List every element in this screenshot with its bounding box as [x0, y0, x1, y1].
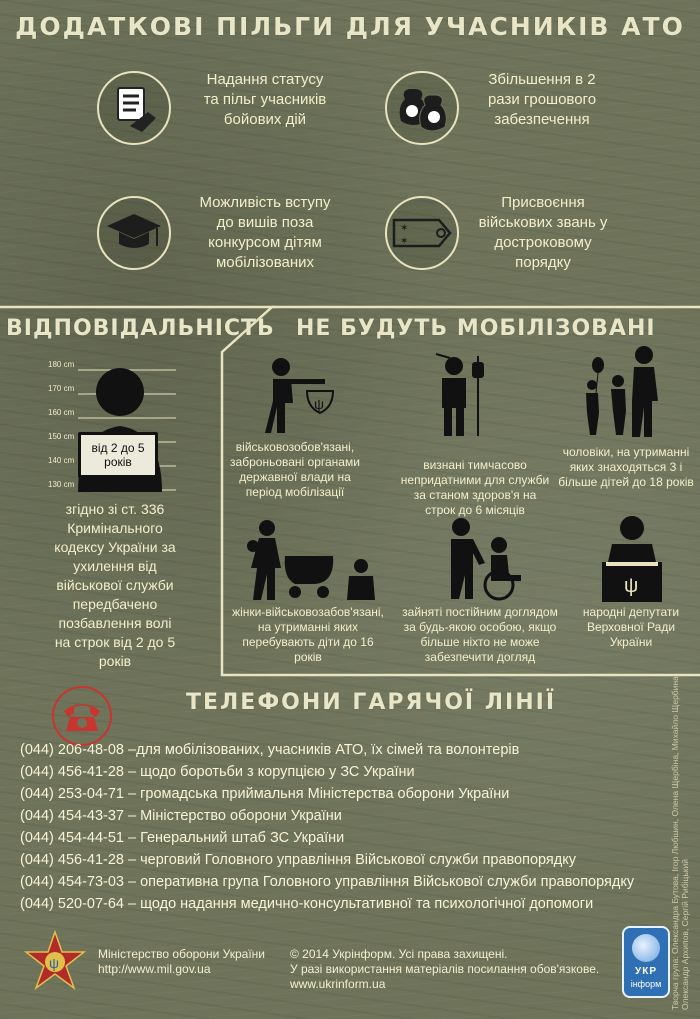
not-mobilized-text-1: військовозобов'язані, заброньовані органами державної влади на період мобілізації [230, 440, 360, 499]
soldier-rifle-icon [255, 355, 345, 435]
svg-text:✶: ✶ [400, 236, 409, 247]
hotline-heading: ТЕЛЕФОНИ ГАРЯЧОЇ ЛІНІЇ [186, 690, 557, 715]
patient-drip-icon [432, 352, 492, 436]
copyright: © 2014 Укрінформ. Усі права захищені. [290, 947, 508, 961]
wheelchair-caregiver-icon [443, 517, 523, 601]
logo-globe-icon [632, 934, 660, 962]
responsibility-heading: ВІДПОВІДАЛЬНІСТЬ [6, 316, 275, 341]
ministry-url[interactable]: http://www.mil.gov.ua [98, 962, 211, 976]
telephone-icon [62, 699, 102, 733]
ministry-name: Міністерство оборони України [98, 947, 265, 961]
svg-text:ψ: ψ [624, 575, 639, 597]
benefit-text-4: Присвоєння військових звань у достроковому порядку [478, 194, 608, 271]
phone-line-1[interactable]: (044) 206-48-08 –для мобілізованих, учасників АТО, їх сімей та волонтерів [20, 742, 520, 758]
height-mark-150: 150 cm [48, 432, 75, 441]
phone-icon-circle [52, 686, 112, 746]
sign-text: від 2 до 5 років [91, 441, 145, 469]
phone-line-4[interactable]: (044) 454-43-37 – Міністерство оборони України [20, 808, 342, 824]
height-chart [48, 360, 176, 492]
not-mobilized-text-6: народні депутати Верховної Ради України [582, 605, 680, 649]
phone-line-3[interactable]: (044) 253-04-71 – громадська приймальня Міністерства оборони України [20, 786, 510, 802]
speaker-podium-icon [592, 512, 672, 602]
not-mobilized-text-3: чоловіки, на утриманні яких знаходяться 3 і більше дітей до 18 років [558, 445, 694, 489]
ukrinform-url[interactable]: www.ukrinform.ua [290, 977, 386, 991]
height-mark-130: 130 cm [48, 480, 75, 489]
benefit-text-1: Надання статусу та пільг учасників бойових дій [203, 71, 327, 128]
not-mobilized-text-2: визнані тимчасово непридатними для служби за станом здоров'я на строк до 6 місяців [400, 458, 550, 517]
usage-notice: У разі використання матеріалів посилання обов'язкове. [290, 962, 600, 976]
not-mobilized-text-4: жінки-військовозабов'язані, на утриманні яких перебувають діти до 16 років [232, 605, 384, 664]
phone-line-5[interactable]: (044) 454-44-51 – Генеральний штаб ЗС України [20, 830, 345, 846]
father-children-icon [578, 345, 670, 437]
svg-text:ψ: ψ [49, 955, 59, 971]
height-mark-160: 160 cm [48, 408, 75, 417]
height-mark-180: 180 cm [48, 360, 75, 369]
height-mark-170: 170 cm [48, 384, 75, 393]
mugshot-sign [78, 432, 158, 478]
credits: Творча група: Олександра Бутова, Ігор Любшин, Олена Щербіна, Михайло Щербина, Олександр Архипов, Сергій Рибіцький [670, 673, 690, 1010]
mother-stroller-icon [245, 518, 380, 602]
ministry-emblem-icon [20, 930, 90, 998]
not-mobilized-heading: НЕ БУДУТЬ МОБІЛІЗОВАНІ [296, 316, 656, 341]
benefit-text-3: Можливість вступу до вишів поза конкурсом дітям мобілізованих [199, 194, 331, 271]
ukrinform-logo [622, 926, 670, 998]
not-mobilized-text-5: зайняті постійним доглядом за будь-якою особою, якщо більше ніхто не може забезпечити догляд [402, 605, 558, 664]
svg-text:ψ: ψ [314, 396, 324, 412]
phone-line-8[interactable]: (044) 520-07-64 – щодо надання медично-консультативної та психологічної допомоги [20, 896, 594, 912]
logo-bottom-text: інформ [630, 979, 662, 989]
responsibility-text: згідно зі ст. 336 Кримінального кодексу України за ухилення від військової служби передбачено позбавлення волі на строк від 2 до 5 років [54, 501, 176, 669]
phone-line-7[interactable]: (044) 454-73-03 – оперативна група Головного управління Військової служби правопорядку [20, 874, 635, 890]
page-title: ДОДАТКОВІ ПІЛЬГИ ДЛЯ УЧАСНИКІВ АТО [15, 12, 685, 41]
height-mark-140: 140 cm [48, 456, 75, 465]
logo-top-text: УКР [635, 966, 657, 977]
svg-text:✶: ✶ [400, 223, 409, 234]
phone-line-2[interactable]: (044) 456-41-28 – щодо боротьби з корупцією у ЗС України [20, 764, 415, 780]
benefit-text-2: Збільшення в 2 рази грошового забезпечення [487, 71, 597, 128]
phone-line-6[interactable]: (044) 456-41-28 – черговий Головного управління Військової служби правопорядку [20, 852, 577, 868]
